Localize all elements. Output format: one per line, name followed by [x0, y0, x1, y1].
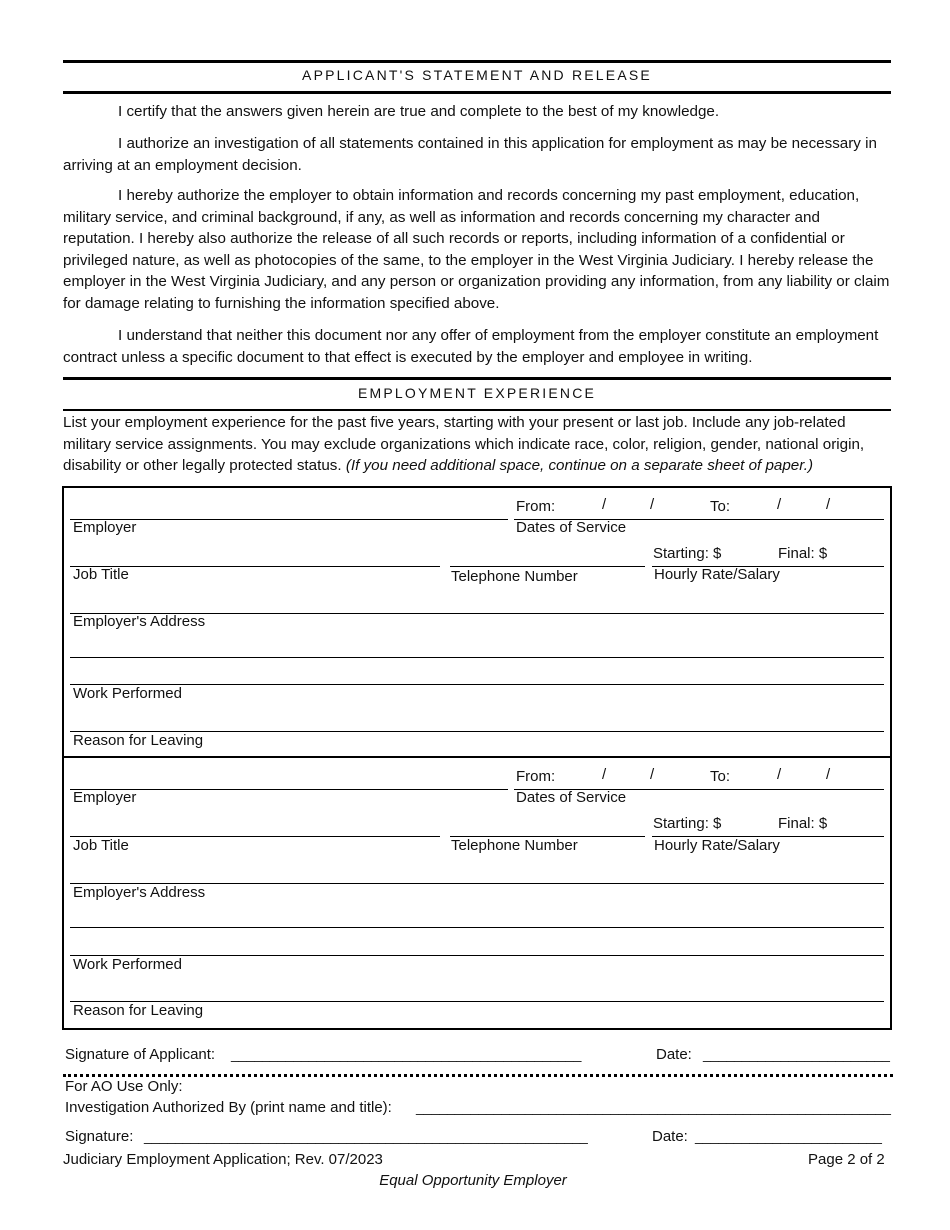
statement-paragraph-4: I understand that neither this document nor any offer of employment from the employer constitute an employment contract unless a specific document to that effect is executed by the employer and employee in writing.	[63, 327, 879, 366]
from-slash-2: /	[650, 496, 655, 513]
work-performed-label: Work Performed	[73, 956, 182, 973]
telephone-label: Telephone Number	[451, 568, 578, 585]
footer-form-name: Judiciary Employment Application; Rev. 07/2023	[63, 1151, 383, 1168]
work-performed-label: Work Performed	[73, 685, 182, 702]
footer-page-number: Page 2 of 2	[808, 1151, 885, 1168]
top-rule	[63, 60, 891, 63]
employer-label: Employer	[73, 789, 137, 806]
ao-divider	[63, 1074, 893, 1077]
statement-paragraph-3: I hereby authorize the employer to obtain information and records concerning my past employment, education, military service, and criminal background, if any, as well as information and records concerning my character and reputation. I hereby also authorize the release of all such records or reports, including information of a confidential or privileged nature, as well as photocopies of the same, to the employer in the West Virginia Judiciary. I hereby release the employer in the West Virginia Judiciary, and any person or organization providing any information, from any liability or claim for damage relating to furnishing the information specified above.	[63, 187, 890, 312]
to-slash-1: /	[777, 766, 782, 783]
job-title-label: Job Title	[73, 837, 129, 854]
final-label: Final: $	[778, 545, 828, 562]
job-title-label: Job Title	[73, 566, 129, 583]
to-slash-2: /	[826, 766, 831, 783]
signature-line[interactable]: _____________________________________________	[231, 1046, 582, 1062]
employer-label: Employer	[73, 519, 137, 536]
from-slash-2: /	[650, 766, 655, 783]
work-performed-field[interactable]	[70, 684, 884, 685]
from-label: From:	[516, 498, 556, 515]
experience-heading-rule	[63, 409, 891, 411]
from-slash-1: /	[602, 766, 607, 783]
address-label: Employer's Address	[73, 884, 206, 901]
from-label: From:	[516, 768, 556, 785]
experience-top-rule	[63, 377, 891, 380]
ao-signature-line[interactable]: _________________________________________________________	[144, 1128, 588, 1144]
ao-signature-label: Signature:	[65, 1128, 134, 1145]
to-slash-2: /	[826, 496, 831, 513]
starting-label: Starting: $	[653, 815, 722, 832]
employment-entry-2	[62, 756, 892, 1030]
statement-paragraph-1: I certify that the answers given herein are true and complete to the best of my knowledge.	[118, 103, 720, 120]
signature-date-label: Date:	[656, 1046, 692, 1063]
telephone-field[interactable]	[450, 566, 645, 567]
ao-investigation-label: Investigation Authorized By (print name and title):	[65, 1099, 392, 1116]
reason-label: Reason for Leaving	[73, 732, 204, 749]
work-performed-field[interactable]	[70, 955, 884, 956]
hourly-rate-label: Hourly Rate/Salary	[654, 566, 780, 583]
address-label: Employer's Address	[73, 613, 206, 630]
final-label: Final: $	[778, 815, 828, 832]
statement-heading: APPLICANT'S STATEMENT AND RELEASE	[302, 67, 652, 83]
from-slash-1: /	[602, 496, 607, 513]
experience-heading: EMPLOYMENT EXPERIENCE	[357, 385, 597, 401]
to-label: To:	[710, 498, 731, 515]
ao-date-line[interactable]: ________________________	[695, 1128, 882, 1144]
employment-entry-1	[62, 486, 892, 758]
experience-intro-note: (If you need additional space, continue on a separate sheet of paper.)	[345, 457, 814, 474]
statement-paragraph-2: I authorize an investigation of all statements contained in this application for employment as may be necessary in arriving at an employment decision.	[63, 135, 877, 174]
dates-of-service-label: Dates of Service	[516, 789, 627, 806]
experience-intro: List your employment experience for the past five years, starting with your present or last job. Include any job-related military service assignments. You may exclude organizations which indicate race, color, religion, gender, national origin, disability or other legally protected status. (If you need additional space, continue on a separate sheet of paper.)	[63, 414, 865, 474]
signature-label: Signature of Applicant:	[65, 1046, 216, 1063]
dates-of-service-label: Dates of Service	[516, 519, 627, 536]
ao-title: For AO Use Only:	[65, 1078, 183, 1095]
to-label: To:	[710, 768, 731, 785]
to-slash-1: /	[777, 496, 782, 513]
telephone-label: Telephone Number	[451, 837, 578, 854]
footer-eoe: Equal Opportunity Employer	[379, 1172, 567, 1189]
ao-date-label: Date:	[652, 1128, 688, 1145]
reason-label: Reason for Leaving	[73, 1002, 204, 1019]
starting-label: Starting: $	[653, 545, 722, 562]
statement-heading-rule	[63, 91, 891, 94]
signature-date-line[interactable]: ________________________	[703, 1046, 890, 1062]
hourly-rate-label: Hourly Rate/Salary	[654, 837, 780, 854]
ao-investigation-line[interactable]: _____________________________________________________________	[416, 1099, 891, 1115]
work-performed-line-1[interactable]	[70, 927, 884, 928]
work-performed-line-1[interactable]	[70, 657, 884, 658]
